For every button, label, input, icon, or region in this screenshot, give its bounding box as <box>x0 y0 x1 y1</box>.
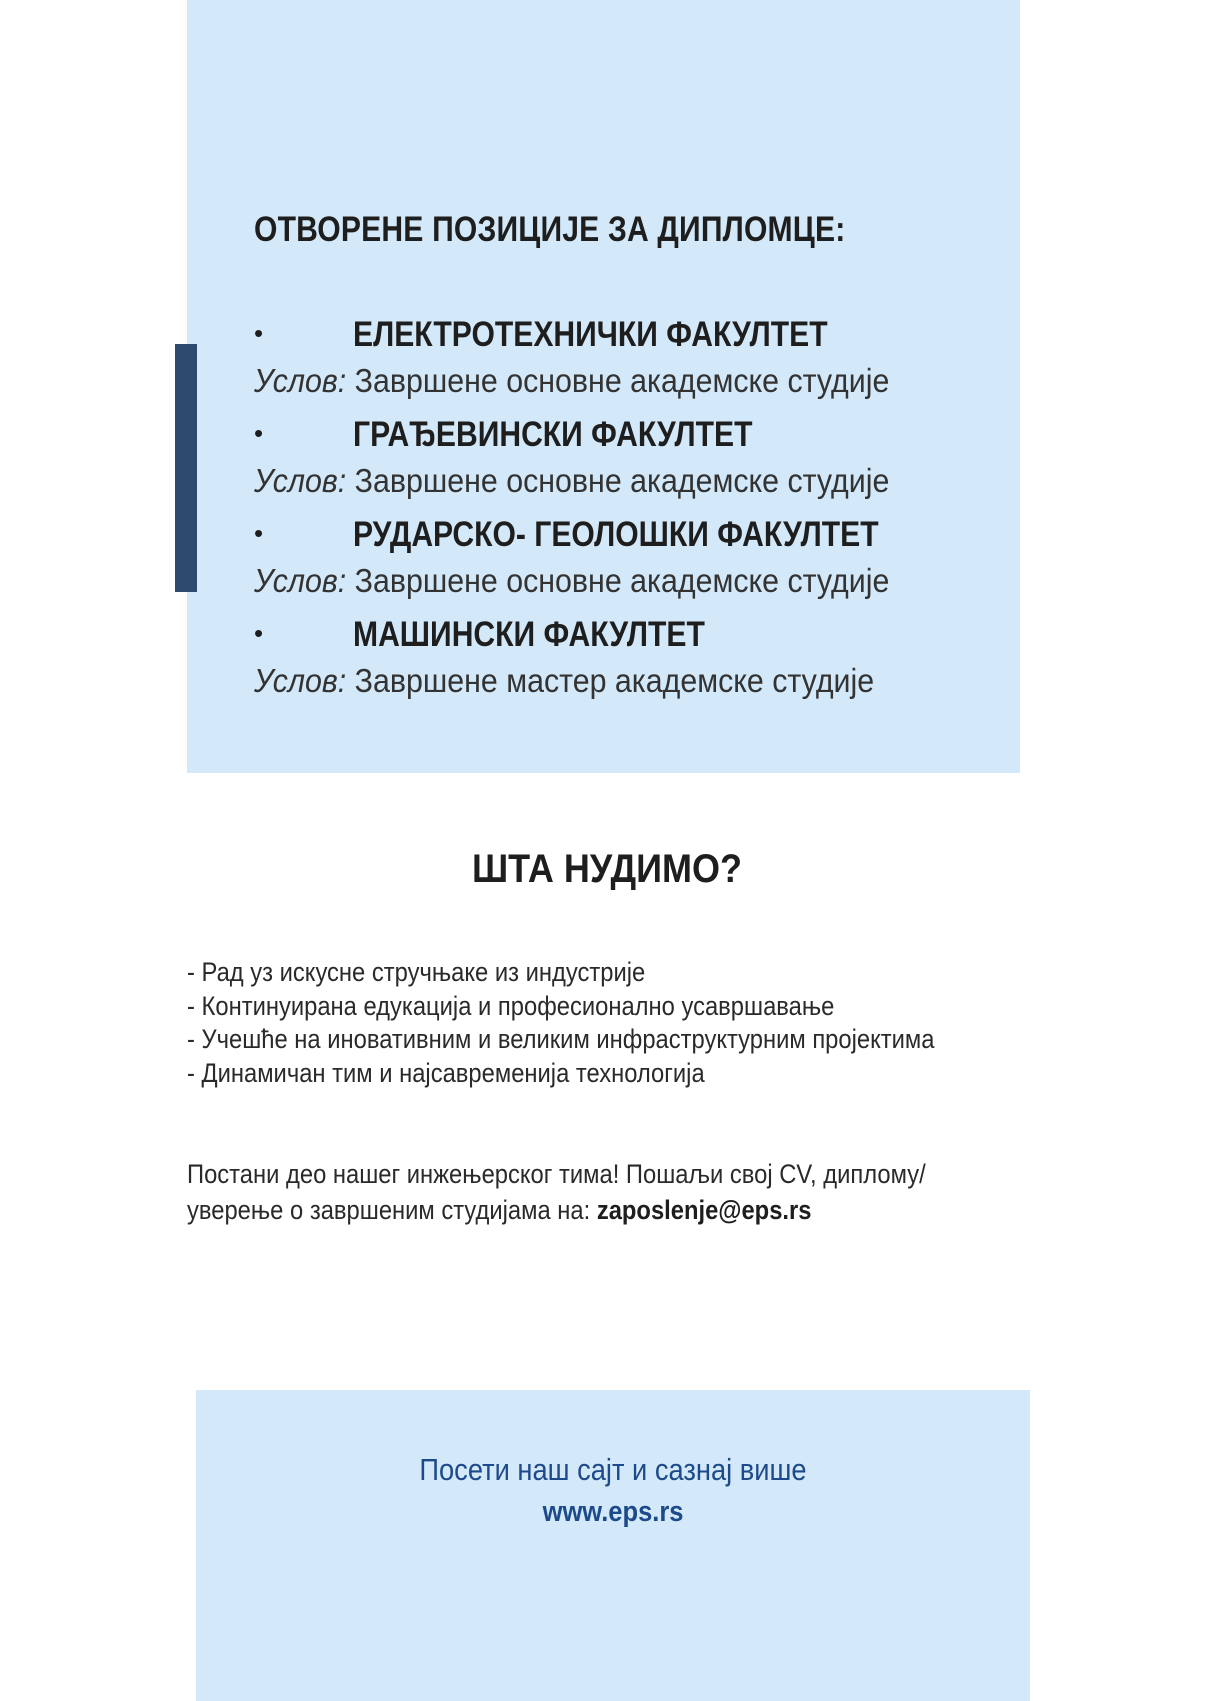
positions-title: ОТВОРЕНЕ ПОЗИЦИЈЕ ЗА ДИПЛОМЦЕ: <box>254 210 846 249</box>
condition-label: Услов: <box>254 662 347 699</box>
faculty-name: ГРАЂЕВИНСКИ ФАКУЛТЕТ <box>353 415 753 454</box>
condition-label: Услов: <box>254 562 347 599</box>
website-link[interactable] <box>196 1496 1030 1529</box>
condition-text: Завршене мастер академске студије <box>354 662 875 699</box>
offer-title <box>0 847 1213 892</box>
faculty-name: МАШИНСКИ ФАКУЛТЕТ <box>353 615 705 654</box>
offer-item: - Динамичан тим и најсавременија технологија <box>187 1057 705 1088</box>
faculty-name: ЕЛЕКТРОТЕХНИЧКИ ФАКУЛТЕТ <box>353 315 828 354</box>
position-condition <box>254 556 953 606</box>
condition-text: Завршене основне академске студије <box>354 562 890 599</box>
offer-list <box>187 956 1027 1090</box>
faculty-name: РУДАРСКО- ГЕОЛОШКИ ФАКУЛТЕТ <box>353 515 879 554</box>
condition-text: Завршене основне академске студије <box>354 362 890 399</box>
position-condition <box>254 656 953 706</box>
cta-line-2-text: уверење о завршеним студијама на: <box>187 1195 591 1225</box>
visit-text <box>196 1452 1030 1488</box>
offer-item: - Учешће на иновативним и великим инфраструктурним пројектима <box>187 1024 935 1054</box>
footer-panel <box>196 1390 1030 1701</box>
position-item <box>254 312 1014 406</box>
offer-item: - Континуирана едукација и професионално усавршавање <box>187 990 835 1021</box>
bullet-icon: • <box>254 418 264 448</box>
visit-text-label: Посети наш сајт и сазнај више <box>419 1452 807 1487</box>
offer-item: - Рад уз искусне стручњаке из индустрије <box>187 957 646 987</box>
position-item <box>254 512 1014 606</box>
bullet-icon: • <box>254 618 264 648</box>
cta-line-1: Постани део нашег инжењерског тима! Пошаљи свој CV, диплому/ <box>187 1159 926 1189</box>
website-url[interactable]: www.eps.rs <box>542 1496 684 1528</box>
accent-bar <box>175 344 197 592</box>
condition-text: Завршене основне академске студије <box>354 462 890 499</box>
position-item <box>254 412 1014 506</box>
email-link[interactable]: zaposlenje@eps.rs <box>596 1195 812 1225</box>
cta-line-2 <box>187 1192 926 1228</box>
bullet-icon: • <box>254 318 264 348</box>
position-condition <box>254 356 953 406</box>
position-item <box>254 612 1014 706</box>
condition-label: Услов: <box>254 462 347 499</box>
positions-list <box>254 312 1014 712</box>
position-condition <box>254 456 953 506</box>
offer-title-text: ШТА НУДИМО? <box>471 847 742 891</box>
call-to-action <box>187 1156 1027 1228</box>
condition-label: Услов: <box>254 362 347 399</box>
bullet-icon: • <box>254 518 264 548</box>
